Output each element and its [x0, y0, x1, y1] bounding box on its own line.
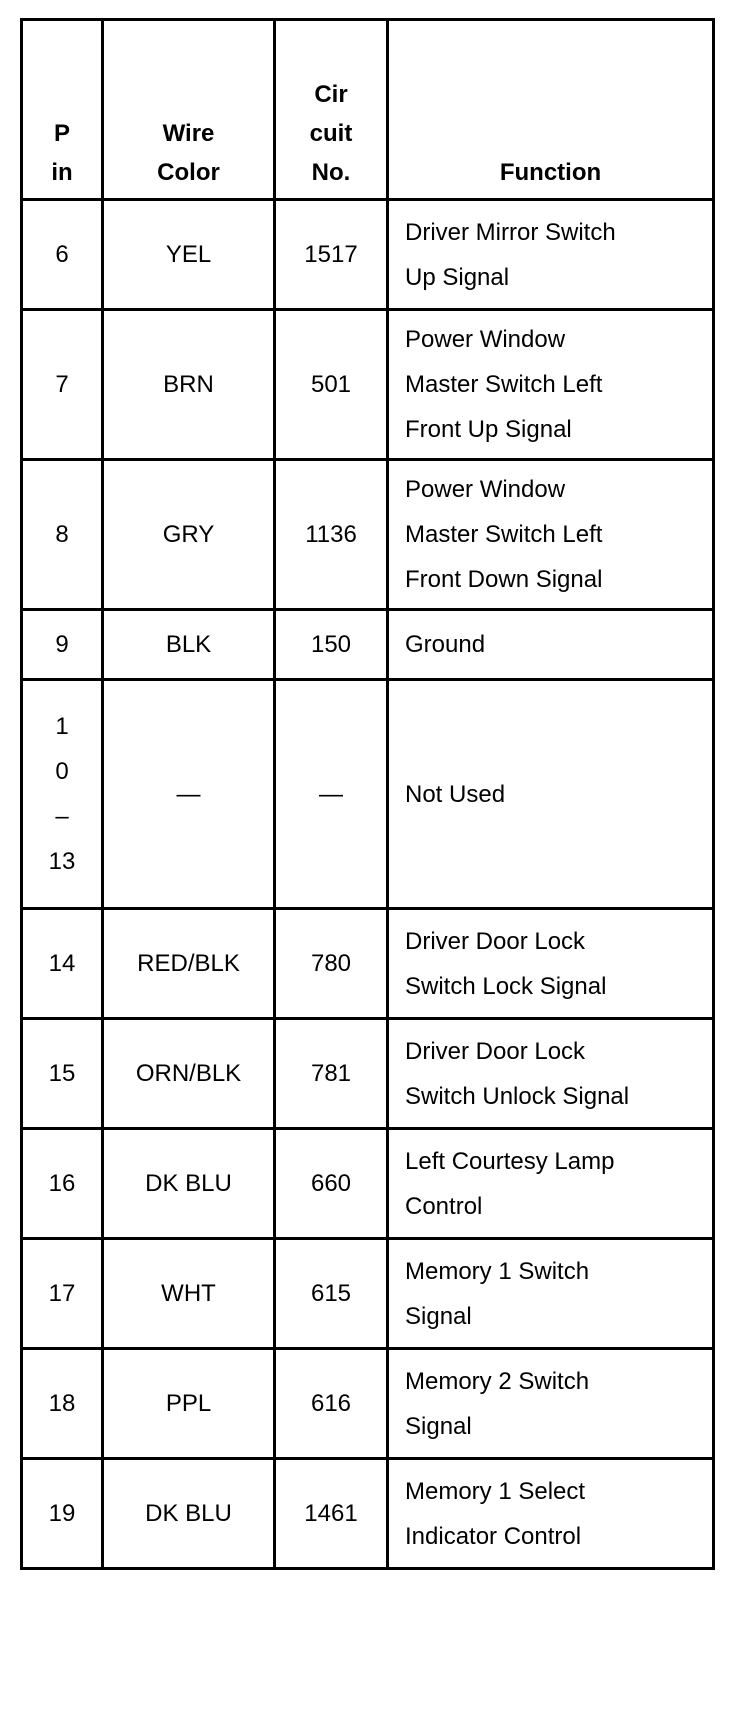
- function-cell: Memory 2 Switch Signal: [388, 1349, 714, 1459]
- circuit-cell: 150: [275, 610, 388, 680]
- pin-table: [20, 18, 715, 1570]
- pin-cell: 19: [22, 1459, 103, 1569]
- pin-cell: 9: [22, 610, 103, 680]
- header-function: Function: [388, 20, 714, 200]
- function-cell: Memory 1 Select Indicator Control: [388, 1459, 714, 1569]
- function-cell: Driver Door Lock Switch Lock Signal: [388, 909, 714, 1019]
- table-row: [22, 310, 714, 460]
- table-row: [22, 680, 714, 909]
- wire-color-cell: GRY: [103, 460, 275, 610]
- function-cell: Ground: [388, 610, 714, 680]
- table-row: [22, 1239, 714, 1349]
- function-cell: Power Window Master Switch Left Front Up Signal: [388, 310, 714, 460]
- pin-cell: 15: [22, 1019, 103, 1129]
- wire-color-cell: —: [103, 680, 275, 909]
- pin-cell: 8: [22, 460, 103, 610]
- table-row: [22, 460, 714, 610]
- circuit-cell: 1136: [275, 460, 388, 610]
- wire-color-cell: RED/BLK: [103, 909, 275, 1019]
- circuit-cell: 1517: [275, 200, 388, 310]
- wire-color-cell: DK BLU: [103, 1129, 275, 1239]
- wire-color-cell: YEL: [103, 200, 275, 310]
- wire-color-cell: PPL: [103, 1349, 275, 1459]
- header-row: [22, 20, 714, 200]
- pin-cell: 1 0 – 13: [22, 680, 103, 909]
- table-row: [22, 1349, 714, 1459]
- circuit-cell: 780: [275, 909, 388, 1019]
- wire-color-cell: WHT: [103, 1239, 275, 1349]
- circuit-cell: 615: [275, 1239, 388, 1349]
- wire-color-cell: BRN: [103, 310, 275, 460]
- function-cell: Driver Door Lock Switch Unlock Signal: [388, 1019, 714, 1129]
- header-pin: P in: [22, 20, 103, 200]
- pin-cell: 17: [22, 1239, 103, 1349]
- table-row: [22, 1019, 714, 1129]
- pin-cell: 14: [22, 909, 103, 1019]
- circuit-cell: 1461: [275, 1459, 388, 1569]
- wire-color-cell: DK BLU: [103, 1459, 275, 1569]
- circuit-cell: 616: [275, 1349, 388, 1459]
- function-cell: Not Used: [388, 680, 714, 909]
- function-cell: Driver Mirror Switch Up Signal: [388, 200, 714, 310]
- header-wire-color: Wire Color: [103, 20, 275, 200]
- circuit-cell: —: [275, 680, 388, 909]
- function-cell: Left Courtesy Lamp Control: [388, 1129, 714, 1239]
- pin-cell: 7: [22, 310, 103, 460]
- table-row: [22, 610, 714, 680]
- pin-cell: 18: [22, 1349, 103, 1459]
- pin-cell: 16: [22, 1129, 103, 1239]
- wire-color-cell: ORN/BLK: [103, 1019, 275, 1129]
- pin-cell: 6: [22, 200, 103, 310]
- wire-color-cell: BLK: [103, 610, 275, 680]
- table-row: [22, 1129, 714, 1239]
- table-row: [22, 200, 714, 310]
- table-row: [22, 909, 714, 1019]
- function-cell: Power Window Master Switch Left Front Down Signal: [388, 460, 714, 610]
- function-cell: Memory 1 Switch Signal: [388, 1239, 714, 1349]
- circuit-cell: 501: [275, 310, 388, 460]
- circuit-cell: 781: [275, 1019, 388, 1129]
- header-circuit-no: Cir cuit No.: [275, 20, 388, 200]
- circuit-cell: 660: [275, 1129, 388, 1239]
- table-row: [22, 1459, 714, 1569]
